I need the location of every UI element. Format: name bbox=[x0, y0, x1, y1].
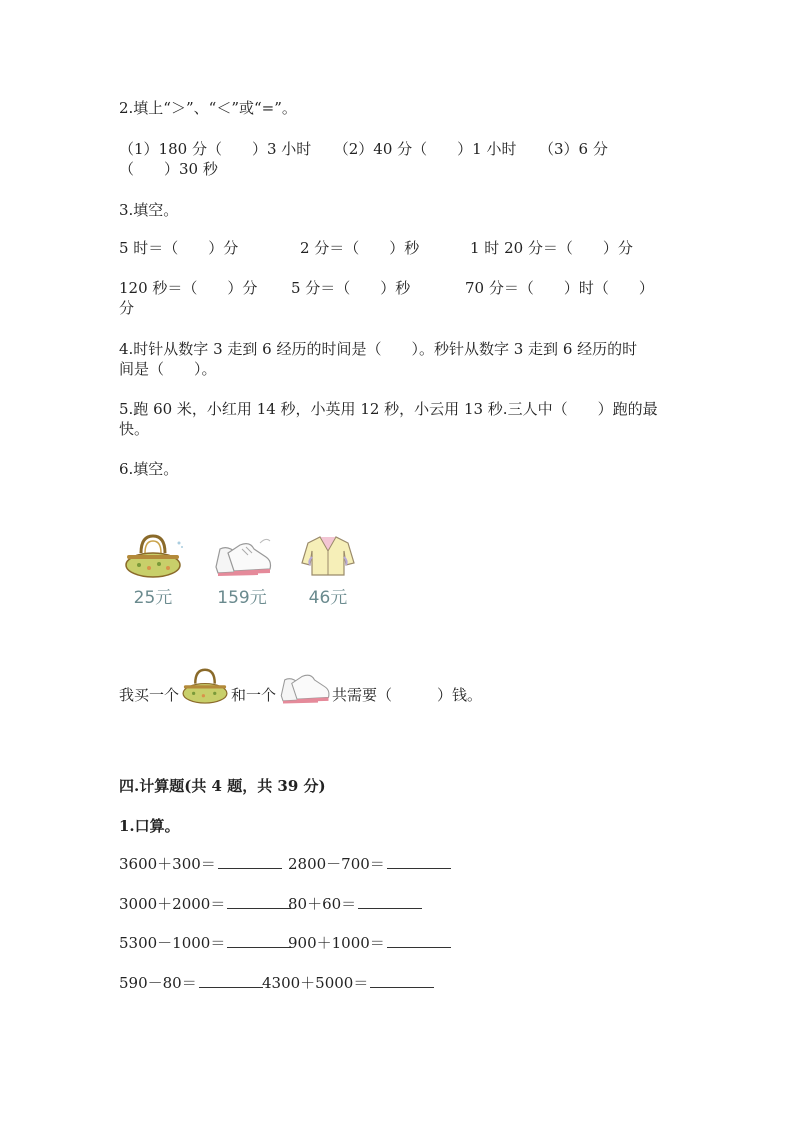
calc-expression: 3000＋2000＝ bbox=[119, 895, 226, 913]
q3-row1-item: 2 分＝（ ）秒 bbox=[300, 239, 420, 257]
calc-row bbox=[119, 932, 291, 953]
answer-blank[interactable] bbox=[227, 894, 291, 909]
answer-blank[interactable] bbox=[199, 973, 263, 988]
answer-blank[interactable] bbox=[387, 933, 451, 948]
item-sneakers bbox=[206, 533, 278, 608]
q3-row2-wrap: 分 bbox=[119, 299, 135, 317]
q3-row2-item: 120 秒＝（ ）分 bbox=[119, 279, 258, 297]
sneakers-icon bbox=[210, 533, 274, 579]
sentence-part-3: 共需要（ ）钱。 bbox=[332, 686, 483, 704]
calc-expression: 590－80＝ bbox=[119, 974, 197, 992]
q6-title: 6.填空。 bbox=[119, 460, 179, 478]
jacket-icon bbox=[298, 533, 358, 579]
q3-title: 3.填空。 bbox=[119, 201, 179, 219]
q3-row2-item: 70 分＝（ ）时（ ） bbox=[465, 279, 654, 297]
calc-expression: 5300－1000＝ bbox=[119, 934, 226, 952]
calc-expression: 80＋60＝ bbox=[288, 895, 357, 913]
answer-blank[interactable] bbox=[218, 854, 282, 869]
q2-title: 2.填上“＞”、“＜”或“=”。 bbox=[119, 99, 297, 117]
calc-expression: 900＋1000＝ bbox=[288, 934, 385, 952]
price-label: 46元 bbox=[308, 588, 348, 608]
calc-row bbox=[288, 893, 422, 914]
q3-row1-item: 1 时 20 分＝（ ）分 bbox=[470, 239, 633, 257]
calc-expression: 3600＋300＝ bbox=[119, 855, 216, 873]
calc-row bbox=[262, 972, 434, 993]
sneakers-icon bbox=[276, 664, 332, 728]
handbag-icon bbox=[121, 533, 185, 579]
answer-blank[interactable] bbox=[227, 933, 291, 948]
q5-line-1: 5.跑 60 米，小红用 14 秒，小英用 12 秒，小云用 13 秒.三人中（ ）跑的最 bbox=[119, 400, 658, 418]
q2-line-2: （ ）30 秒 bbox=[119, 160, 218, 178]
item-jacket bbox=[293, 533, 363, 608]
handbag-icon bbox=[179, 664, 231, 728]
calc-row bbox=[288, 853, 451, 874]
answer-blank[interactable] bbox=[370, 973, 434, 988]
item-handbag bbox=[118, 533, 188, 608]
q3-row1-item: 5 时＝（ ）分 bbox=[119, 239, 239, 257]
calc-row bbox=[119, 972, 263, 993]
calc-expression: 2800－700＝ bbox=[288, 855, 385, 873]
q2-line-1: （1）180 分（ ）3 小时 （2）40 分（ ）1 小时 （3）6 分 bbox=[119, 140, 608, 158]
q6-sentence bbox=[119, 664, 482, 714]
calc-row bbox=[288, 932, 451, 953]
q3-row2-item: 5 分＝（ ）秒 bbox=[291, 279, 411, 297]
sentence-part-1: 我买一个 bbox=[119, 686, 180, 704]
price-label: 159元 bbox=[217, 588, 267, 608]
q4-line-2: 间是（ ）。 bbox=[119, 360, 217, 378]
calc-row bbox=[119, 893, 291, 914]
section-4-title: 四.计算题(共 4 题，共 39 分) bbox=[119, 777, 326, 795]
sentence-part-2: 和一个 bbox=[231, 686, 277, 704]
q4-line-1: 4.时针从数字 3 走到 6 经历的时间是（ ）。秒针从数字 3 走到 6 经历的时 bbox=[119, 340, 638, 358]
q5-line-2: 快。 bbox=[119, 420, 150, 438]
calc-row bbox=[119, 853, 282, 874]
calc-expression: 4300＋5000＝ bbox=[262, 974, 369, 992]
price-label: 25元 bbox=[133, 588, 173, 608]
section-4-q1-title: 1.口算。 bbox=[119, 817, 180, 835]
answer-blank[interactable] bbox=[358, 894, 422, 909]
answer-blank[interactable] bbox=[387, 854, 451, 869]
